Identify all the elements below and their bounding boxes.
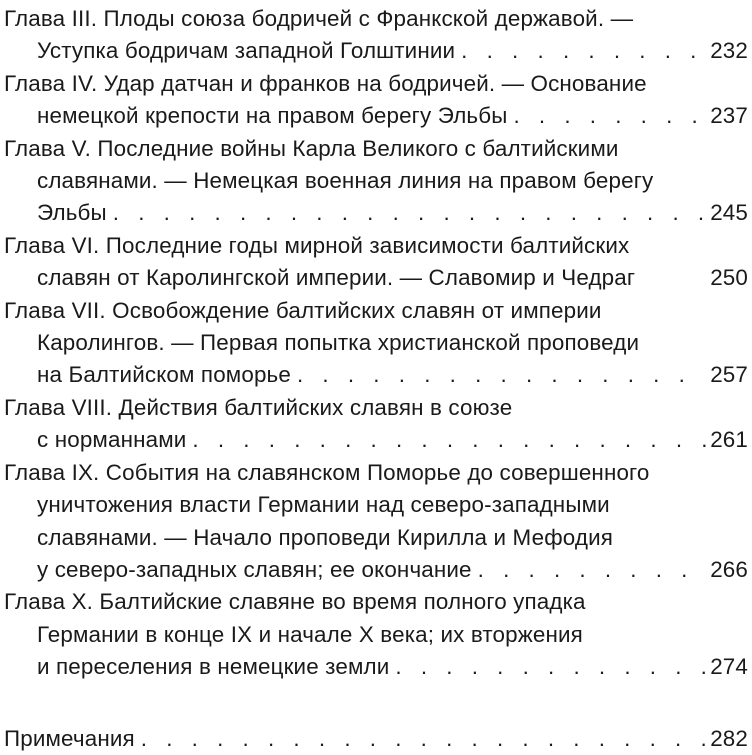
toc-entry-chapter-8[interactable] (4, 392, 750, 457)
chapter-title-line: славян от Каролингской империи. — Славомир и Чедраг (37, 265, 636, 291)
page-number: 282 (710, 725, 748, 751)
chapter-title-line: на Балтийском поморье (37, 362, 291, 388)
toc-entry-chapter-6[interactable] (4, 230, 750, 295)
chapter-last-line (4, 651, 750, 683)
page-number: 257 (710, 362, 748, 388)
chapter-title-line: Глава VIII. Действия балтийских славян в союзе (4, 394, 513, 420)
chapter-title-line: Германии в конце IX и начале X века; их вторжения (37, 621, 583, 647)
chapter-title-line: с норманнами (37, 427, 187, 453)
chapter-title-line: Глава V. Последние войны Карла Великого с балтийскими (4, 135, 619, 161)
dot-leader (141, 723, 706, 755)
page-number: 261 (710, 427, 748, 453)
chapter-last-line (4, 197, 750, 229)
chapter-title-line: Глава VI. Последние годы мирной зависимости балтийских (4, 232, 630, 258)
dot-leader (192, 424, 706, 456)
chapter-last-line (4, 554, 750, 586)
chapter-title-line: славянами. — Немецкая военная линия на правом берегу (37, 168, 654, 194)
toc-entry-chapter-5[interactable] (4, 133, 750, 230)
chapter-title-line: Каролингов. — Первая попытка христианской проповеди (37, 330, 640, 356)
chapter-last-line (4, 424, 750, 456)
page-number: 237 (710, 103, 748, 129)
chapter-title-line: у северо-западных славян; ее окончание (37, 556, 472, 582)
dot-leader (461, 35, 706, 67)
page-number: 245 (710, 200, 748, 226)
toc-entry-chapter-4[interactable] (4, 68, 750, 133)
chapter-title-line: Глава IV. Удар датчан и франков на бодричей. — Основание (4, 70, 647, 96)
dot-leader (297, 359, 706, 391)
notes-label: Примечания (4, 725, 135, 751)
chapter-last-line (4, 100, 750, 132)
dot-leader (395, 651, 706, 683)
page-number: 232 (710, 38, 748, 64)
dot-leader (478, 554, 707, 586)
toc-entry-chapter-9[interactable] (4, 457, 750, 587)
toc-entry-chapter-10[interactable] (4, 586, 750, 683)
chapter-title-line: Глава VII. Освобождение балтийских славян от империи (4, 297, 602, 323)
chapter-title-line: уничтожения власти Германии над северо-западными (37, 492, 610, 518)
toc-entry-chapter-3[interactable] (4, 3, 750, 68)
dot-leader (113, 197, 706, 229)
chapter-title-line: Глава X. Балтийские славяне во время полного упадка (4, 589, 586, 615)
chapter-last-line (4, 262, 750, 294)
chapter-title-line: немецкой крепости на правом берегу Эльбы (37, 103, 508, 129)
chapter-last-line (4, 359, 750, 391)
dot-leader (513, 100, 706, 132)
chapter-title-line: Эльбы (37, 200, 107, 226)
page-number: 250 (710, 265, 748, 291)
toc-entry-notes[interactable] (4, 723, 750, 755)
table-of-contents (4, 3, 750, 755)
chapter-title-line: Глава IX. События на славянском Поморье до совершенного (4, 459, 650, 485)
chapter-title-line: славянами. — Начало проповеди Кирилла и Мефодия (37, 524, 614, 550)
page-number: 274 (710, 654, 748, 680)
toc-entry-chapter-7[interactable] (4, 295, 750, 392)
chapter-title-line: и переселения в немецкие земли (37, 654, 390, 680)
chapter-title-line: Глава III. Плоды союза бодричей с Франкской державой. — (4, 6, 634, 31)
chapter-title-line: Уступка бодричам западной Голштинии (37, 38, 456, 64)
page-number: 266 (710, 556, 748, 582)
section-gap (4, 684, 750, 723)
chapter-last-line (4, 35, 750, 67)
notes-line (4, 723, 750, 755)
